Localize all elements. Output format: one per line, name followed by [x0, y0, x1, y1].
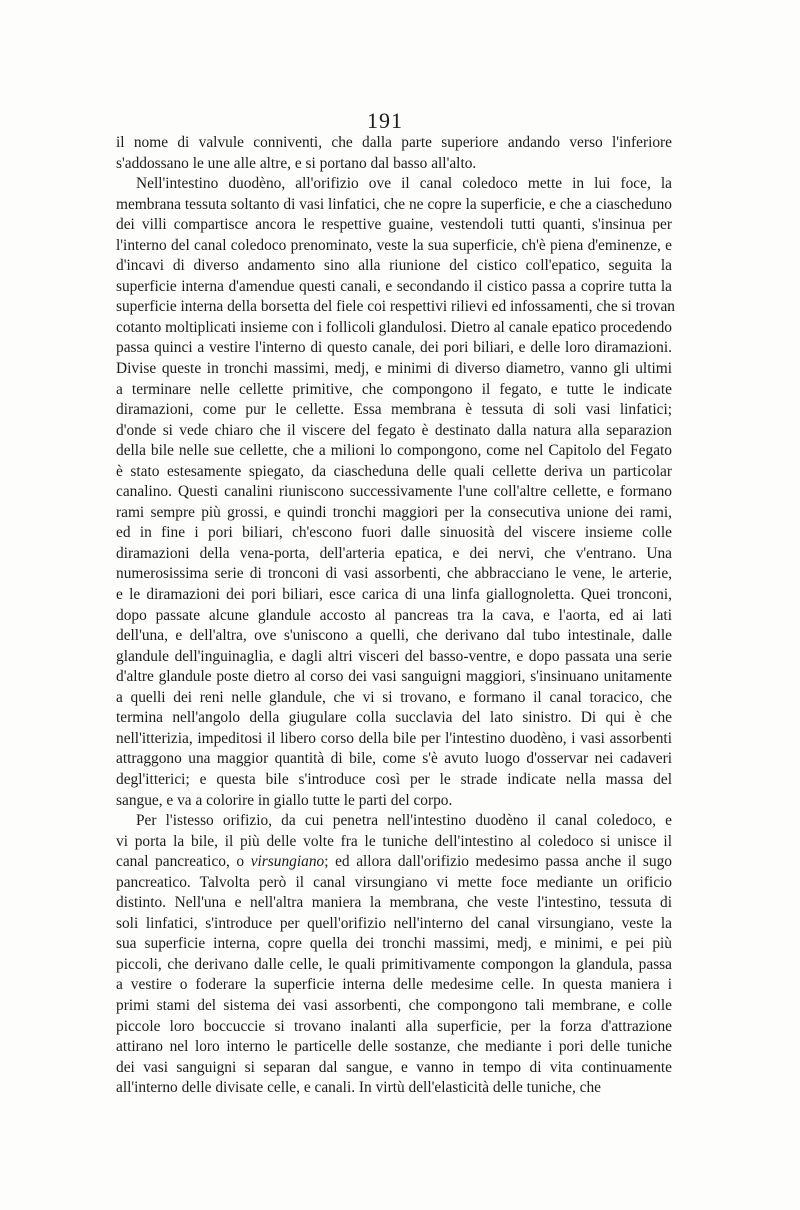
paragraph [116, 133, 672, 174]
text-line: termina nell'angolo della giugulare colla succlavia del lato sinistro. Di qui è che [116, 709, 672, 727]
text-line: e le diramazioni dei pori biliari, esce carica di una linfa giallognoletta. Quei tronconi, [116, 586, 672, 604]
text-line: della bile nelle sue cellette, che a milioni lo compongono, come nel Capitolo del Fegato [116, 442, 672, 460]
text-line: il nome di valvule conniventi, che dalla parte superiore andando verso l'inferiore [116, 134, 672, 151]
text-line: numerosissima serie di tronconi di vasi assorbenti, che abbracciano le vene, le arterie, [116, 565, 672, 583]
text-line: cotanto moltiplicati insieme con i follicoli glandulosi. Dietro al canale epatico procedendo [116, 318, 672, 336]
text-line: dei villi compartisce ancora le respettive guaine, vestendoli tutti quanti, s'insinua per [116, 216, 672, 234]
text-line: sangue, e va a colorire in giallo tutte le parti del corpo. [116, 791, 453, 809]
text-line: d'altre glandule poste dietro al corso dei vasi sanguigni maggiori, s'insinuano unitamente [116, 668, 672, 686]
text-line: Divise queste in tronchi massimi, medj, e minimi di diverso diametro, vanno gli ultimi [116, 360, 672, 378]
text-line: attraggono una maggior quantità di bile, come s'è avuto luogo d'osservar nei cadaveri [116, 750, 672, 768]
text-line: d'incavi di diverso andamento sino alla riunione del cistico coll'epatico, seguita la [116, 257, 672, 275]
text-line: piccole loro boccuccie si trovano inalanti alla superficie, per la forza d'attrazione [116, 1017, 672, 1035]
text-line: vi porta la bile, il più delle volte fra le tuniche dell'intestino al coledoco si unisce il [116, 832, 672, 850]
text-line: dopo passate alcune glandule accosto al pancreas tra la cava, e l'aorta, ed ai lati [116, 606, 672, 624]
text-line: attirano nel loro interno le particelle delle sostanze, che mediante i pori delle tuniche [116, 1038, 672, 1056]
text-line: a vestire o foderare la superficie interna delle medesime celle. In questa maniera i [116, 976, 672, 994]
paragraph [116, 811, 672, 1099]
text-line: canalino. Questi canalini riuniscono successivamente l'une coll'altre cellette, e formano [116, 483, 672, 501]
text-line: l'interno del canal coledoco prenominato, veste la sua superficie, ch'è piena d'eminenze, e [116, 236, 672, 254]
text-line: sua superficie interna, copre quella dei tronchi massimi, medj, e minimi, e pei più [116, 935, 672, 953]
text-line: degl'itterici; e questa bile s'introduce così per le strade indicate nella massa del [116, 770, 672, 788]
text-line: canal pancreatico, o virsungiano; ed allora dall'orifizio medesimo passa anche il sugo [116, 853, 672, 871]
text-line: Per l'istesso orifizio, da cui penetra nell'intestino duodèno il canal coledoco, e [136, 812, 672, 830]
text-line: pancreatico. Talvolta però il canal virsungiano vi mette foce mediante un orificio [116, 873, 672, 891]
text-line: dell'una, e dell'altra, ove s'uniscono a quelli, che derivano dal tubo intestinale, dalle [116, 627, 672, 645]
text-line: piccoli, che derivano dalle celle, le quali primitivamente compongon la glandula, passa [116, 955, 672, 973]
text-line: all'interno delle divisate celle, e canali. In virtù dell'elasticità delle tuniche, che [116, 1079, 602, 1097]
text-line: superficie interna della borsetta del fiele coi respettivi rilievi ed infossamenti, che si trovan [116, 298, 675, 316]
text-line: passa quinci a vestire l'interno di questo canale, dei pori biliari, e delle loro diramazioni. [116, 339, 672, 357]
text-line: d'onde si vede chiaro che il viscere del fegato è destinato dalla natura alla separazion [116, 421, 672, 439]
text-line: superficie interna d'amendue questi canali, e secondando il cistico passa a coprire tutta la [116, 277, 672, 295]
text-line: diramazioni, come pur le cellette. Essa membrana è tessuta di soli vasi linfatici; [116, 401, 672, 419]
text-line: distinto. Nell'una e nell'altra maniera la membrana, che veste l'intestino, tessuta di [116, 894, 672, 912]
text-line: dei vasi sanguigni si separan dal sangue, e vanno in tempo di vita continuamente [116, 1058, 672, 1076]
text-line: diramazioni della vena-porta, dell'arteria epatica, e dei nervi, che v'entrano. Una [116, 544, 672, 562]
text-line: ed in fine i pori biliari, ch'escono fuori dalle sinuosità del viscere insieme colle [116, 524, 672, 542]
paragraph [116, 174, 675, 811]
body-text [116, 133, 675, 1099]
text-line: s'addossano le une alle altre, e si portano dal basso all'alto. [116, 154, 477, 172]
text-line: nell'itterizia, impeditosi il libero corso della bile per l'intestino duodèno, i vasi assorbenti [116, 729, 672, 747]
page-number: 191 [367, 108, 403, 133]
text-line: membrana tessuta soltanto di vasi linfatici, che ne copre la superficie, e che a ciascheduno [116, 195, 672, 213]
text-line: primi stami del sistema dei vasi assorbenti, che compongono tali membrane, e colle [116, 996, 672, 1014]
text-line: glandule dell'inguinaglia, e dagli altri visceri del basso-ventre, e dopo passata una serie [116, 647, 672, 665]
text-line: è stato estesamente spiegato, da ciascheduna delle quali cellette deriva un particolar [116, 462, 672, 480]
text-line: Nell'intestino duodèno, all'orifizio ove il canal coledoco mette in lui foce, la [136, 175, 672, 193]
text-line: soli linfatici, s'introduce per quell'orifizio nell'interno del canal virsungiano, veste la [116, 914, 672, 932]
text-line: a quelli dei reni nelle glandule, che vi si trovano, e formano il canal toracico, che [116, 688, 672, 706]
text-line: rami sempre più grossi, e quindi tronchi maggiori per la consecutiva unione dei rami, [116, 503, 672, 521]
text-line: a terminare nelle cellette primitive, che compongono il fegato, e tutte le indicate [116, 380, 672, 398]
